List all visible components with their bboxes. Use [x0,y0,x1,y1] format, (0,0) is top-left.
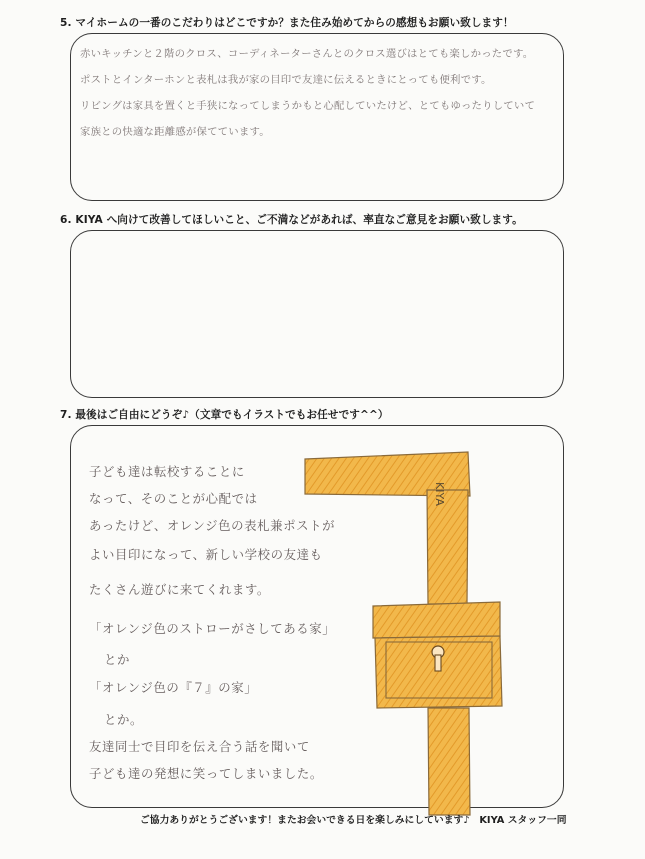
answer-5-line: 赤いキッチンと２階のクロス、コーディネーターさんとのクロス選びはとても楽しかったです。 [80,48,534,60]
question-5-title: 5. マイホームの一番のこだわりはどこですか？また住み始めてからの感想もお願い致します！ [60,17,514,29]
answer-5-line: 家族との快適な距離感が保てています。 [80,126,270,138]
post-pole-upper [427,490,468,604]
answer-7-line: とか [104,652,130,667]
answer-7-line: 子ども達の発想に笑ってしまいました。 [89,766,323,781]
answer-7-line: あったけど、オレンジ色の表札兼ポストが [89,518,336,533]
post-label: KIYA [433,482,446,506]
answer-7-line: 子ども達は転校することに [89,464,245,479]
mailbox-top [373,602,500,638]
question-6-title: 6. KIYA へ向けて改善してほしいこと、ご不満などがあれば、率直なご意見をお願い致します。 [60,214,523,226]
answer-7-line: なって、そのことが心配では [89,491,258,506]
answer-7-line: 友達同士で目印を伝え合う話を聞いて [89,739,310,754]
post-pole-lower [428,708,470,815]
question-7-title: 7. 最後はご自由にどうぞ♪（文章でもイラストでもお任せです^^） [60,409,389,421]
answer-5-line: ポストとインターホンと表札は我が家の目印で友達に伝えるときにとっても便利です。 [80,74,492,86]
answer-7-line: よい目印になって、新しい学校の友達も [89,547,323,562]
answer-7-line: とか。 [104,712,143,727]
answer-7-line: 「オレンジ色のストローがさしてある家」 [89,621,336,636]
answer-7-line: 「オレンジ色の『７』の家」 [89,680,258,695]
footer-thanks: ご協力ありがとうございます！またお会いできる日を楽しみにしています♪ KIYA スタッフ一同 [140,815,567,826]
answer-7-line: たくさん遊びに来てくれます。 [89,582,270,597]
answer-5-line: リビングは家具を置くと手狭になってしまうかもと心配していたけど、とてもゆったりしていて [80,100,536,112]
